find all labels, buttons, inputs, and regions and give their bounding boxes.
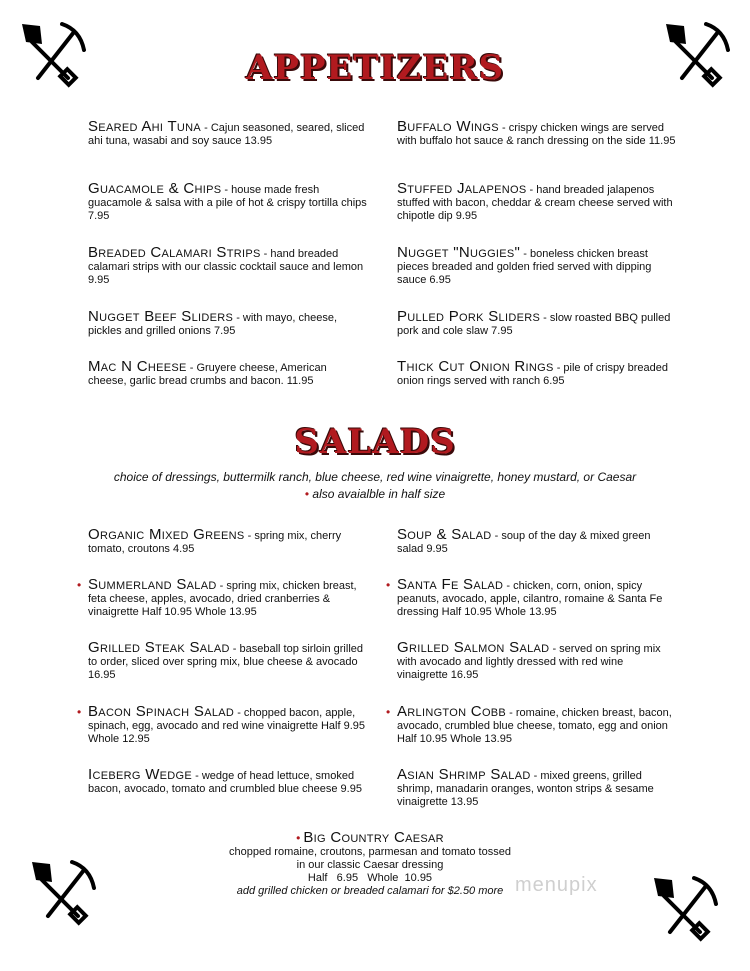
item-desc: - with mayo, cheese, pickles and grilled onions 7.95: [88, 312, 338, 337]
menu-item: [397, 310, 677, 338]
item-bullet: •: [386, 705, 391, 719]
caesar-addon: add grilled chicken or breaded calamari for $2.50 more: [236, 885, 504, 897]
menu-item: [88, 360, 368, 388]
caesar-line-1: chopped romaine, croutons, parmesan and tomato tossed: [229, 846, 511, 858]
item-desc: - boneless chicken breast pieces breaded and golden fried served with dipping sauce 6.95: [397, 248, 652, 286]
item-desc: - served on spring mix with avocado and lightly dressed with red wine vinaigrette 16.95: [397, 643, 661, 681]
item-name: Pulled Pork Sliders: [397, 308, 541, 325]
note-bullet: •: [304, 487, 310, 501]
menu-item: [88, 641, 368, 682]
item-bullet: •: [386, 578, 391, 592]
watermark: menupix: [515, 874, 598, 896]
item-name: Asian Shrimp Salad: [397, 766, 531, 783]
item-name: Seared Ahi Tuna: [88, 118, 202, 135]
item-name: Nugget "Nuggies": [397, 244, 521, 261]
caesar-name: Big Country Caesar: [303, 829, 444, 846]
dressing-note: choice of dressings, buttermilk ranch, blue cheese, red wine vinaigrette, honey mustard, or Caesar: [113, 470, 637, 484]
item-name: Mac N Cheese: [88, 358, 187, 375]
item-name: Guacamole & Chips: [88, 180, 222, 197]
item-bullet: •: [77, 578, 82, 592]
note-text: also avaialble in half size: [312, 487, 446, 501]
item-desc: - mixed greens, grilled shrimp, manadarin oranges, wonton strips & sesame vinaigrette 13.95: [397, 770, 654, 808]
menu-item: [397, 768, 677, 809]
menu-item: [397, 182, 677, 223]
item-desc: - Cajun seasoned, seared, sliced ahi tuna, wasabi and soy sauce 13.95: [88, 122, 365, 147]
item-name: Buffalo Wings: [397, 118, 499, 135]
item-name: Stuffed Jalapenos: [397, 180, 527, 197]
item-desc: - chopped bacon, apple, spinach, egg, avocado and red wine vinaigrette Half 9.95 Whole 12.95: [88, 707, 366, 745]
item-desc: - house made fresh guacamole & salsa with a pile of hot & crispy tortilla chips 7.95: [88, 184, 367, 222]
item-desc: - soup of the day & mixed green salad 9.95: [397, 530, 651, 555]
item-name: Thick Cut Onion Rings: [397, 358, 554, 375]
item-name: Organic Mixed Greens: [88, 526, 245, 543]
item-desc: - chicken, corn, onion, spicy peanuts, avocado, apple, cilantro, romaine & Santa Fe dressing Half 10.95 Whole 13.95: [397, 580, 663, 618]
caesar-block: [210, 831, 530, 898]
caesar-line-3: Half 6.95 Whole 10.95: [307, 872, 433, 884]
menu-item: [397, 360, 677, 388]
shovel-pickaxe-icon: [650, 874, 718, 942]
item-name: Iceberg Wedge: [88, 766, 193, 783]
menu-item: [77, 703, 368, 746]
menu-item: [88, 120, 368, 148]
item-desc: - Gruyere cheese, American cheese, garlic bread crumbs and bacon. 11.95: [88, 362, 327, 387]
item-desc: - spring mix, chicken breast, feta cheese, apples, avocado, dried cranberries & vinaigrette Half 10.95 Whole 13.95: [88, 580, 357, 618]
shovel-pickaxe-icon: [28, 858, 96, 926]
item-name: Summerland Salad: [88, 576, 217, 593]
menu-item: [397, 120, 677, 148]
item-name: Arlington Cobb: [397, 703, 507, 720]
menu-item: [88, 246, 368, 287]
menu-item: [397, 528, 677, 556]
menu-item: [88, 528, 368, 556]
menu-item: [397, 641, 677, 682]
menu-item: [397, 246, 677, 287]
menu-item: [77, 576, 368, 619]
caesar-title: [210, 831, 530, 846]
caesar-line-2: in our classic Caesar dressing: [296, 859, 444, 871]
menu-item: [386, 576, 677, 619]
item-desc: - hand breaded jalapenos stuffed with bacon, cheddar & cream cheese served with chipotle dip 9.95: [397, 184, 673, 222]
menu-item: [88, 182, 368, 223]
item-desc: - spring mix, cherry tomato, croutons 4.95: [88, 530, 342, 555]
menu-item: [386, 703, 677, 746]
item-desc: - slow roasted BBQ pulled pork and cole slaw 7.95: [397, 312, 671, 337]
item-name: Soup & Salad: [397, 526, 492, 543]
item-bullet: •: [77, 705, 82, 719]
appetizers-heading: APPETIZERS: [245, 48, 505, 88]
menu-item: [88, 768, 368, 796]
item-name: Nugget Beef Sliders: [88, 308, 234, 325]
item-name: Santa Fe Salad: [397, 576, 504, 593]
item-name: Breaded Calamari Strips: [88, 244, 261, 261]
item-desc: - hand breaded calamari strips with our classic cocktail sauce and lemon 9.95: [88, 248, 364, 286]
menu-item: [88, 310, 368, 338]
item-name: Grilled Salmon Salad: [397, 639, 550, 656]
item-desc: - baseball top sirloin grilled to order, sliced over spring mix, blue cheese & avocado 16.95: [88, 643, 363, 681]
item-desc: - crispy chicken wings are served with buffalo hot sauce & ranch dressing on the side 11.95: [397, 122, 676, 147]
item-name: Grilled Steak Salad: [88, 639, 230, 656]
caesar-bullet: •: [296, 831, 301, 845]
salads-heading: SALADS: [294, 422, 456, 462]
item-name: Bacon Spinach Salad: [88, 703, 235, 720]
half-size-note: [0, 487, 750, 501]
item-desc: - romaine, chicken breast, bacon, avocado, crumbled blue cheese, tomato, egg and onion Half 10.95 Whole 13.95: [397, 707, 672, 745]
item-desc: - wedge of head lettuce, smoked bacon, avocado, tomato and crumbled blue cheese 9.95: [88, 770, 362, 795]
item-desc: - pile of crispy breaded onion rings served with ranch 6.95: [397, 362, 668, 387]
